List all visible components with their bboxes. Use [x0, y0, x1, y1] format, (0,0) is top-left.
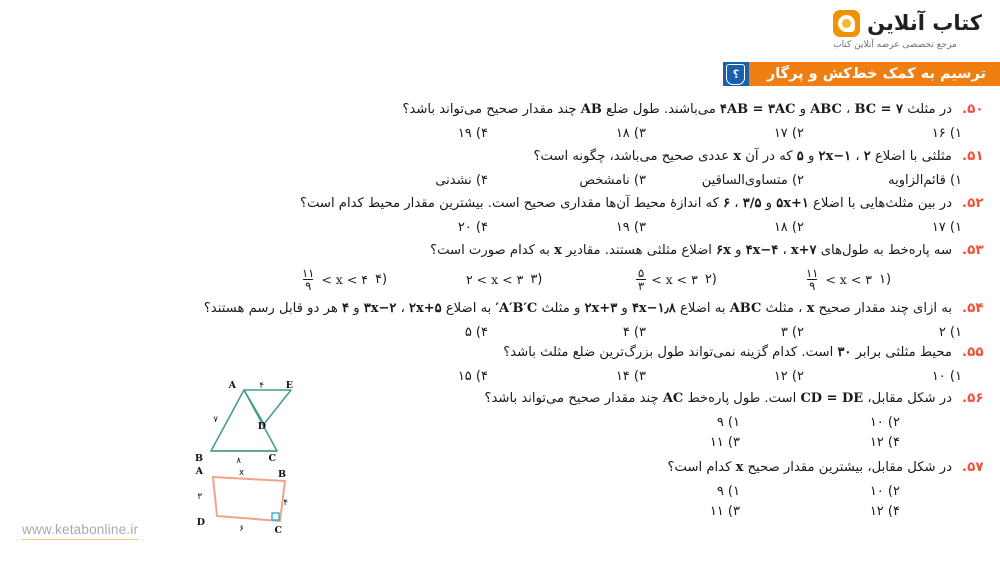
fraction-denominator: ۹ [809, 278, 816, 293]
math-expression: ۵x+۱ [776, 196, 809, 211]
option-2[interactable] [634, 267, 802, 292]
vertex-label-c: C [274, 525, 282, 536]
text-run: ، [851, 149, 864, 164]
option-2[interactable]: ۲) ۱۰ [869, 414, 900, 430]
math-expression: ۲ [863, 149, 871, 164]
question-52-text [300, 194, 952, 214]
text-run: که در آن [741, 149, 797, 164]
option-2[interactable]: ۲) ۱۰ [869, 483, 900, 499]
question-56-options [0, 415, 1000, 450]
math-expression: ABC [810, 102, 842, 117]
question-50 [0, 100, 1000, 141]
math-expression: ۴AB = ۳AC [720, 102, 796, 117]
fraction-denominator: ۹ [305, 278, 312, 293]
question-56-number: ۵۶. [962, 390, 984, 406]
option-3[interactable]: ۳) ۱۹ [615, 219, 646, 235]
text-run: محیط مثلثی برابر [851, 345, 952, 360]
math-expression: ABC [729, 301, 762, 316]
question-57-number: ۵۷. [962, 459, 984, 475]
question-57-text [668, 458, 953, 478]
text-run: ، [841, 102, 855, 117]
math-expression: x [806, 301, 815, 316]
text-run: عددی صحیح می‌باشد، چگونه است؟ [533, 149, 734, 164]
question-51-text [534, 147, 953, 167]
fraction-numerator: ۱۱ [806, 265, 819, 280]
math-expression: AB [580, 102, 602, 117]
option-label: ۲) [704, 271, 717, 287]
math-expression: ۶x [716, 243, 731, 258]
math-expression: ۲x+۵ [409, 301, 442, 316]
math-expression: BC = ۷ [854, 102, 904, 117]
option-1[interactable]: ۱) قائم‌الزاویه [888, 172, 962, 188]
option-3[interactable]: ۳) ۱۸ [615, 125, 646, 141]
book-online-logo-icon [833, 10, 860, 37]
option-4[interactable]: ۴) ۱۹ [457, 125, 488, 141]
text-run: و مثلث [537, 301, 585, 316]
option-3[interactable]: ۳) ۱۴ [615, 368, 646, 384]
option-4[interactable] [298, 267, 466, 292]
text-run: و [730, 243, 746, 258]
question-51-options [0, 173, 1000, 188]
text-run: است. کدام گزینه نمی‌تواند طول بزرگ‌ترین ضلع مثلث باشد؟ [503, 345, 838, 360]
fraction-denominator: ۳ [638, 278, 645, 293]
math-expression: ۴x−۱٫۸ [631, 301, 676, 316]
option-4[interactable]: ۴) ۱۵ [457, 368, 488, 384]
text-run: اضلاع مثلثی هستند. مقادیر [561, 243, 717, 258]
text-run: که اندازهٔ محیط آن‌ها مقداری صحیح است. بیشترین مقدار محیط کدام است؟ [299, 196, 724, 211]
question-53-head [0, 241, 1000, 261]
math-expression: x+۷ [790, 243, 817, 258]
option-1[interactable]: ۱) ۹ [716, 414, 740, 430]
text-run: می‌باشند. طول ضلع [601, 102, 720, 117]
math-expression: ۴x−۴ [745, 243, 779, 258]
question-mark-glyph: ؟ [726, 64, 745, 85]
text-run: ، [730, 196, 743, 211]
option-1[interactable]: ۱) ۹ [716, 483, 740, 499]
text-run: است. طول پاره‌خط [683, 391, 801, 406]
quadrilateral-abcd-svg [192, 461, 310, 539]
option-label: ۳) [530, 271, 543, 287]
question-56-head [0, 389, 1000, 409]
option-4[interactable]: ۴) ۵ [464, 324, 488, 340]
text-run: ، [396, 301, 410, 316]
question-57-head [0, 458, 1000, 478]
math-expression: x [554, 243, 562, 258]
side-label-ae: ۴ [259, 381, 264, 391]
math-expression: ۶ [723, 196, 731, 211]
vertex-label-c: C [268, 453, 276, 464]
logo-tagline: مرجع تخصصی عرضه آنلاین کتاب [833, 40, 957, 50]
math-expression: x [735, 460, 744, 475]
math-expression: ۲x−۱ [818, 149, 852, 164]
option-label: ۴) [375, 271, 388, 287]
question-54 [0, 299, 1000, 340]
math-expression: ۴ [342, 301, 349, 316]
math-expression: CD = DE [800, 391, 864, 406]
option-2[interactable]: ۲) متساوی‌الساقین [701, 172, 804, 188]
text-run: به اضلاع [675, 301, 730, 316]
option-label: ۱) [879, 271, 892, 287]
question-55-number: ۵۵. [962, 344, 984, 360]
math-expression: A′B′C′ [495, 301, 538, 316]
logo-text: کتاب آنلاین [867, 11, 982, 35]
fraction [804, 267, 820, 292]
option-1[interactable]: ۱) ۱۷ [931, 219, 962, 235]
question-50-head [0, 100, 1000, 120]
math-expression: ۲x+۳ [584, 301, 618, 316]
option-4[interactable]: ۴) ۱۲ [869, 503, 900, 519]
option-1[interactable]: ۱) ۱۶ [931, 125, 962, 141]
inequality-expression: < x < ۳ [825, 271, 872, 287]
text-run: به اضلاع [441, 301, 496, 316]
option-3[interactable]: ۳) ۱۱ [709, 434, 740, 450]
text-run: به ازای چند مقدار صحیح [814, 301, 952, 316]
option-1[interactable]: ۱) ۲ [938, 324, 962, 340]
triangle-abcde-figure [192, 378, 310, 466]
section-header-bar [723, 62, 1000, 86]
question-54-text [204, 299, 952, 319]
option-2[interactable]: ۲) ۱۸ [773, 219, 804, 235]
question-52-number: ۵۲. [962, 195, 984, 211]
option-3[interactable]: ۳) ۱۱ [709, 503, 740, 519]
text-run: در شکل مقابل، [863, 391, 952, 406]
question-56-text [484, 389, 952, 409]
question-52-head [0, 194, 1000, 214]
text-run: چند مقدار صحیح می‌تواند باشد؟ [402, 102, 581, 117]
question-53 [0, 241, 1000, 292]
option-1[interactable]: ۱) ۱۰ [931, 368, 962, 384]
fraction [300, 267, 316, 292]
vertex-label-a: A [195, 466, 203, 477]
side-label-bc: ۴ [283, 498, 288, 508]
math-expression: ۳x−۲ [363, 301, 397, 316]
question-55-options [0, 369, 1000, 384]
option-2[interactable]: ۲) ۱۷ [773, 125, 804, 141]
question-54-number: ۵۴. [962, 300, 984, 316]
text-run: و [803, 149, 819, 164]
text-run: و [761, 196, 777, 211]
triangle-ade-path [244, 390, 291, 424]
text-run: ، مثلث [761, 301, 807, 316]
right-angle-marker-icon [272, 513, 279, 520]
vertex-label-a: A [228, 380, 236, 391]
option-3[interactable]: ۳) ۴ [622, 324, 646, 340]
vertex-label-b: B [194, 453, 203, 464]
text-run: چند مقدار صحیح می‌تواند باشد؟ [484, 391, 663, 406]
footer-website-url[interactable]: www.ketabonline.ir [22, 522, 138, 540]
triangle-abcde-svg [192, 378, 310, 466]
question-50-options [0, 126, 1000, 141]
vertex-label-d: D [257, 421, 266, 432]
question-51-number: ۵۱. [962, 148, 984, 164]
side-label-dc: ۶ [239, 524, 244, 534]
question-51 [0, 147, 1000, 188]
math-expression: x [733, 149, 742, 164]
option-4[interactable]: ۴) ۲۰ [457, 219, 488, 235]
text-run: و [349, 301, 364, 316]
question-52 [0, 194, 1000, 235]
question-53-options [0, 267, 1000, 292]
option-4[interactable]: ۴) نشدنی [435, 172, 488, 188]
text-run: هر دو قابل رسم هستند؟ [203, 301, 343, 316]
question-55 [0, 343, 1000, 384]
question-55-head [0, 343, 1000, 363]
text-run: و [795, 102, 811, 117]
side-label-ab: ۷ [213, 415, 218, 425]
question-51-head [0, 147, 1000, 167]
side-label-ab: x [238, 468, 244, 478]
text-run: کدام است؟ [667, 460, 736, 475]
question-57-options [0, 484, 1000, 519]
question-56 [0, 389, 1000, 450]
question-54-head [0, 299, 1000, 319]
vertex-label-b: B [277, 469, 286, 480]
question-50-number: ۵۰. [962, 101, 984, 117]
option-1[interactable] [802, 267, 970, 292]
text-run: در مثلث [903, 102, 952, 117]
fraction-numerator: ۵ [638, 265, 645, 280]
text-run: در بین مثلث‌هایی با اضلاع [808, 196, 952, 211]
question-54-options [0, 325, 1000, 340]
side-label-ad: ۳ [197, 492, 202, 502]
vertex-label-e: E [285, 380, 293, 391]
section-title: ترسیم به کمک خط‌کش و پرگار [749, 62, 1000, 86]
question-mark-icon [723, 62, 749, 86]
question-53-number: ۵۳. [962, 242, 984, 258]
inequality-expression: ۲ < x < ۳ [466, 271, 524, 287]
quadrilateral-abcd-figure [192, 461, 310, 539]
text-run: مثلثی با اضلاع [870, 149, 952, 164]
math-expression: ۳۰ [837, 345, 852, 360]
text-run: و [617, 301, 632, 316]
vertex-label-d: D [196, 517, 205, 528]
inequality-expression: < x < ۴ [321, 271, 368, 287]
text-run: به کدام صورت است؟ [430, 243, 555, 258]
text-run: ، [778, 243, 791, 258]
math-expression: AC [662, 391, 684, 406]
question-53-text [430, 241, 952, 261]
math-expression: ۳/۵ [742, 196, 762, 211]
option-3[interactable] [466, 272, 634, 287]
fraction-numerator: ۱۱ [302, 265, 315, 280]
option-4[interactable]: ۴) ۱۲ [869, 434, 900, 450]
inequality-expression: < x < ۳ [651, 271, 698, 287]
option-2[interactable]: ۲) ۳ [780, 324, 804, 340]
question-50-text [402, 100, 952, 120]
fraction [636, 267, 646, 292]
question-55-text [503, 343, 952, 363]
site-logo [833, 10, 982, 50]
text-run: در شکل مقابل، بیشترین مقدار صحیح [743, 460, 952, 475]
text-run: سه پاره‌خط به طول‌های [816, 243, 952, 258]
math-expression: ۵ [796, 149, 804, 164]
question-52-options [0, 220, 1000, 235]
side-label-bc: ۸ [236, 456, 241, 466]
question-57 [0, 458, 1000, 519]
logo-row [833, 10, 982, 37]
quadrilateral-path [213, 477, 285, 521]
option-2[interactable]: ۲) ۱۲ [773, 368, 804, 384]
option-3[interactable]: ۳) نامشخص [579, 172, 646, 188]
